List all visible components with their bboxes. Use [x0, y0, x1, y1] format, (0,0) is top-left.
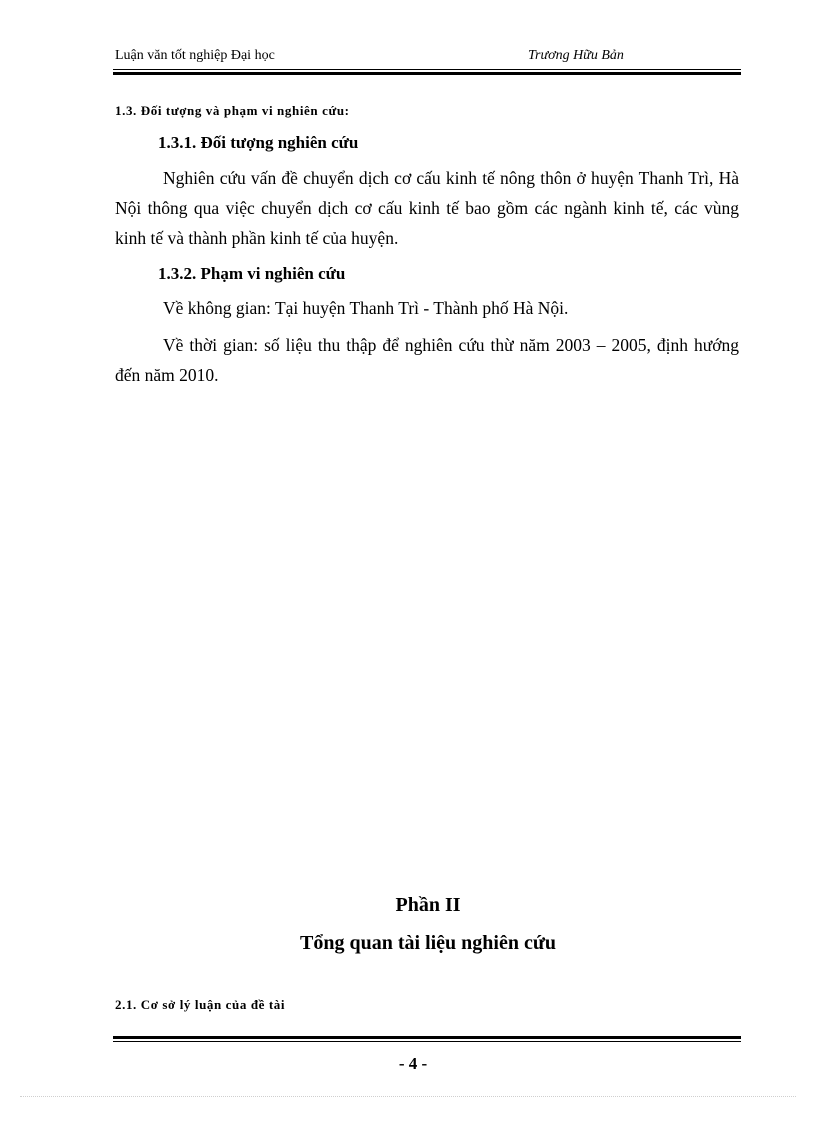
- page-edge-dotted-line: [20, 1096, 796, 1097]
- paragraph-time-scope: Về thời gian: số liệu thu thập để nghiên cứu thừ năm 2003 – 2005, định hướng đến năm 2010.: [115, 335, 739, 385]
- paragraph-space-scope: Về không gian: Tại huyện Thanh Trì - Thành phố Hà Nội.: [163, 298, 569, 318]
- footer-rule-thin: [113, 1041, 741, 1042]
- header-right: Trương Hữu Bản: [528, 48, 624, 63]
- subsection-heading-1-3-1: 1.3.1. Đối tượng nghiên cứu: [158, 133, 359, 152]
- paragraph-research-object: Nghiên cứu vấn đề chuyển dịch cơ cấu kinh tế nông thôn ở huyện Thanh Trì, Hà Nội thông qua việc chuyển dịch cơ cấu kinh tế bao gồm các ngành kinh tế, các vùng kinh tế và thành phần kinh tế của huyện.: [115, 168, 739, 248]
- subsection-heading-1-3-2: 1.3.2. Phạm vi nghiên cứu: [158, 264, 346, 283]
- section-heading-2-1: 2.1. Cơ sở lý luận của đề tài: [115, 997, 286, 1012]
- header-left: Luận văn tốt nghiệp Đại học: [115, 48, 275, 63]
- page-number: - 4 -: [398, 1054, 428, 1073]
- part-subtitle: Tổng quan tài liệu nghiên cứu: [300, 932, 556, 954]
- section-heading-1-3: 1.3. Đối tượng và phạm vi nghiên cứu:: [115, 103, 350, 118]
- part-title: Phần II: [395, 894, 461, 916]
- footer-rule-thick: [113, 1036, 741, 1039]
- header-rule-thin: [113, 69, 741, 70]
- header-rule-thick: [113, 72, 741, 75]
